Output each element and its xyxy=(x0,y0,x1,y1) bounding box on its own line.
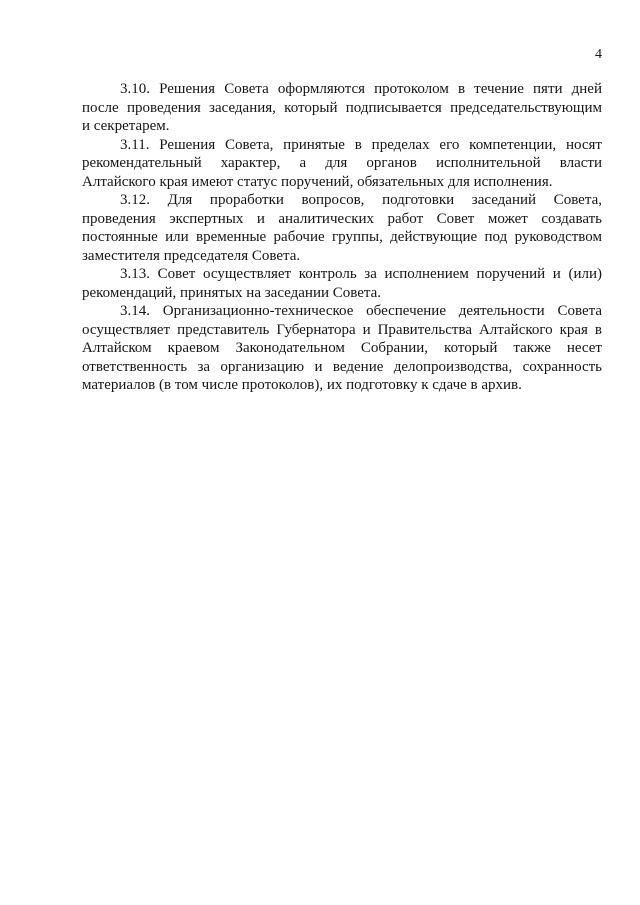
paragraph-line: проведения экспертных и аналитических работ Совет может создавать xyxy=(82,210,602,227)
paragraph-line: 3.10. Решения Совета оформляются протоколом в течение пяти дней xyxy=(120,81,602,97)
paragraph-line: после проведения заседания, который подписывается председательствующим xyxy=(82,99,602,116)
paragraph-line: заместителя председателя Совета. xyxy=(82,247,301,264)
paragraph-line: 3.14. Организационно-техническое обеспечение деятельности Совета xyxy=(120,303,602,319)
paragraph-line: рекомендательный характер, а для органов исполнительной власти xyxy=(82,155,602,171)
paragraph-line: 3.13. Совет осуществляет контроль за исполнением поручений и (или) xyxy=(120,266,602,282)
paragraph-line: Алтайского края имеют статус поручений, обязательных для исполнения. xyxy=(82,173,553,190)
paragraph-line: 3.11. Решения Совета, принятые в пределах его компетенции, носят xyxy=(120,136,602,153)
paragraph-line: ответственность за организацию и ведение делопроизводства, сохранность xyxy=(82,358,602,375)
paragraph-3-10 xyxy=(82,80,602,136)
paragraph-3-12 xyxy=(82,191,602,265)
document-body xyxy=(82,80,602,395)
paragraph-line: 3.12. Для проработки вопросов, подготовки заседаний Совета, xyxy=(120,192,602,208)
paragraph-3-11 xyxy=(82,136,602,192)
paragraph-3-14 xyxy=(82,302,602,395)
paragraph-line: рекомендаций, принятых на заседании Совета. xyxy=(82,284,382,301)
paragraph-line: осуществляет представитель Губернатора и Правительства Алтайского края в xyxy=(82,321,602,338)
paragraph-line: постоянные или временные рабочие группы, действующие под руководством xyxy=(82,229,602,245)
page-number: 4 xyxy=(595,47,602,62)
paragraph-line: и секретарем. xyxy=(82,118,170,134)
paragraph-3-13 xyxy=(82,265,602,302)
paragraph-line: Алтайском краевом Законодательном Собрании, который также несет xyxy=(82,340,602,356)
paragraph-line: материалов (в том числе протоколов), их подготовку к сдаче в архив. xyxy=(82,377,522,393)
